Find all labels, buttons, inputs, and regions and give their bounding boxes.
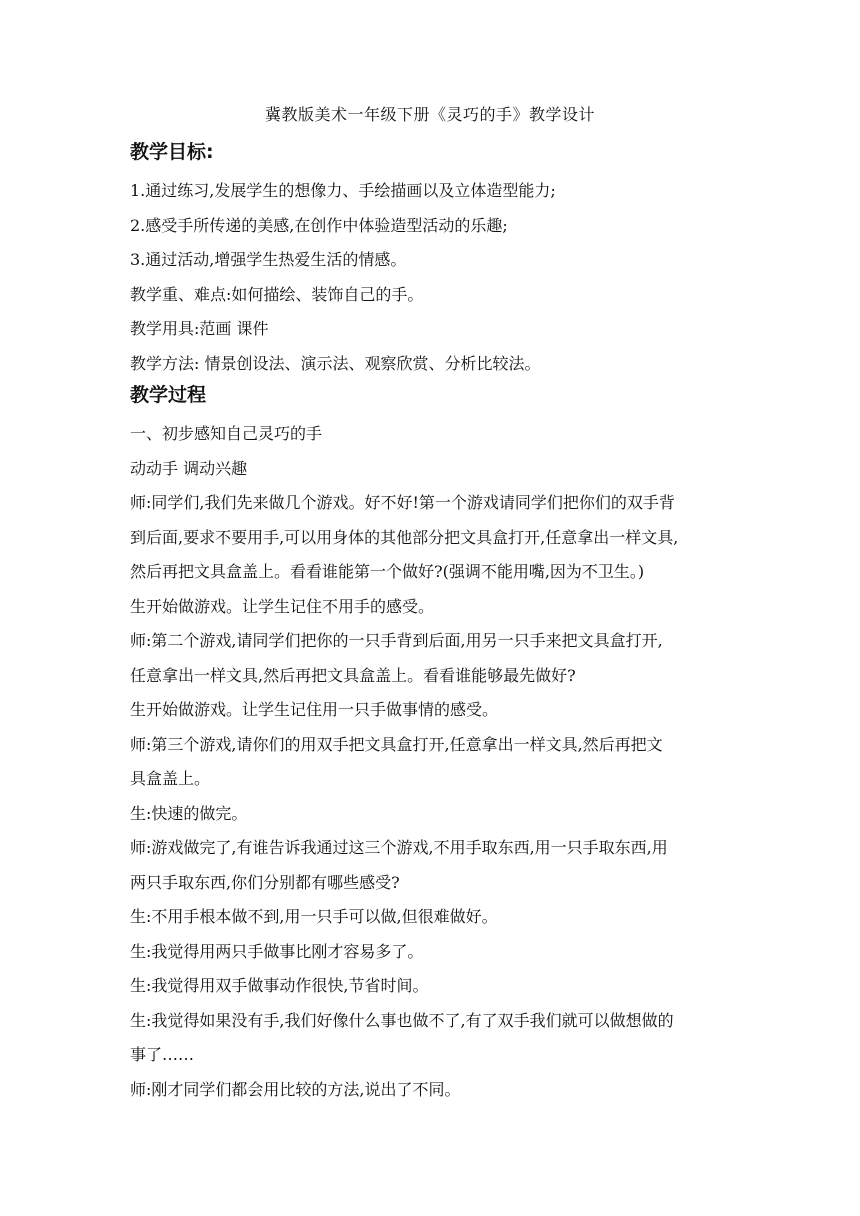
paragraph: 师:第三个游戏,请你们的用双手把文具盒打开,任意拿出一样文具,然后再把文 (130, 734, 663, 754)
paragraph: 师:第二个游戏,请同学们把你的一只手背到后面,用另一只手来把文具盒打开, (130, 631, 663, 650)
paragraph: 一、初步感知自己灵巧的手 (130, 424, 323, 443)
paragraph: 生:不用手根本做不到,用一只手可以做,但很难做好。 (130, 907, 498, 926)
document-title: 冀教版美术一年级下册《灵巧的手》教学设计 (264, 105, 595, 124)
paragraph: 生开始做游戏。让学生记住不用手的感受。 (130, 596, 435, 616)
paragraph: 3.通过活动,增强学生热爱生活的情感。 (130, 250, 407, 269)
section-heading-process: 教学过程 (130, 384, 207, 406)
section-heading-objectives: 教学目标: (130, 141, 214, 163)
paragraph: 事了…… (130, 1045, 195, 1064)
paragraph: 然后再把文具盒盖上。看看谁能第一个做好?(强调不能用嘴,因为不卫生。) (130, 562, 645, 581)
document-body (130, 138, 740, 1107)
paragraph: 生:快速的做完。 (130, 803, 248, 823)
paragraph: 师:游戏做完了,有谁告诉我通过这三个游戏,不用手取东西,用一只手取东西,用 (130, 838, 668, 857)
paragraph: 动动手 调动兴趣 (130, 458, 248, 478)
paragraph: 师:刚才同学们都会用比较的方法,说出了不同。 (130, 1079, 461, 1099)
paragraph: 生:我觉得用双手做事动作很快,节省时间。 (130, 976, 429, 995)
paragraph: 生:我觉得如果没有手,我们好像什么事也做不了,有了双手我们就可以做想做的 (130, 1010, 674, 1030)
paragraph: 生:我觉得用两只手做事比刚才容易多了。 (130, 941, 424, 961)
paragraph: 1.通过练习,发展学生的想像力、手绘描画以及立体造型能力; (130, 181, 556, 200)
paragraph: 任意拿出一样文具,然后再把文具盒盖上。看看谁能够最先做好? (130, 665, 576, 685)
paragraph: 具盒盖上。 (130, 769, 211, 788)
paragraph: 生开始做游戏。让学生记住用一只手做事情的感受。 (130, 700, 499, 719)
paragraph: 师:同学们,我们先来做几个游戏。好不好!第一个游戏请同学们把你们的双手背 (130, 493, 675, 512)
paragraph: 到后面,要求不要用手,可以用身体的其他部分把文具盒打开,任意拿出一样文具, (130, 527, 679, 547)
paragraph: 教学用具:范画 课件 (130, 319, 269, 338)
paragraph: 教学方法: 情景创设法、演示法、观察欣赏、分析比较法。 (130, 353, 541, 373)
paragraph: 教学重、难点:如何描绘、装饰自己的手。 (130, 284, 424, 304)
paragraph: 两只手取东西,你们分别都有哪些感受? (130, 872, 400, 892)
paragraph: 2.感受手所传递的美感,在创作中体验造型活动的乐趣; (130, 215, 508, 235)
